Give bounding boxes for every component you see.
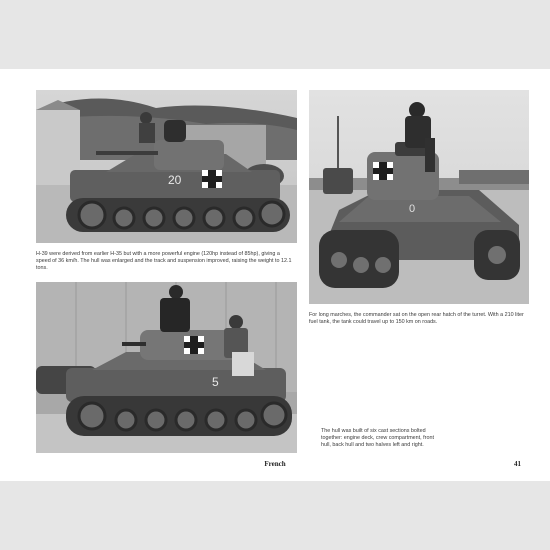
hull-number: 5 (212, 375, 219, 389)
tank-photo-1-image (36, 90, 297, 243)
tank-photo-2 (309, 90, 529, 304)
page-number: 41 (514, 460, 521, 468)
tank-photo-3-image (36, 282, 297, 453)
balkenkreuz-icon (373, 162, 393, 180)
hull-number: 0 (409, 203, 416, 215)
photo-caption-2: For long marches, the commander sat on the open rear hatch of the turret. With a 210 liter fuel tank, the tank could travel up to 150 km on roads. (309, 312, 524, 325)
photo-caption-3: The hull was built of six cast sections bolted together: engine deck, crew compartment, front hull, back hull and two halves left and right. (321, 428, 434, 448)
photo-caption-1: H-39 were derived from earlier H-35 but with a more powerful engine (120hp instead of 85hp), giving a speed of 36 km/h. The hull was enlarged and the track and suspension improved, raising the weight to 12.1 tons. (36, 251, 292, 271)
tank-photo-2-image (309, 90, 529, 304)
tank-photo-1 (36, 90, 297, 243)
balkenkreuz-icon (184, 336, 204, 354)
tank-photo-3 (36, 282, 297, 453)
running-footer-section-title: French (264, 460, 286, 468)
book-page (0, 69, 550, 481)
balkenkreuz-icon (202, 170, 222, 188)
turret-number: 20 (168, 173, 182, 187)
